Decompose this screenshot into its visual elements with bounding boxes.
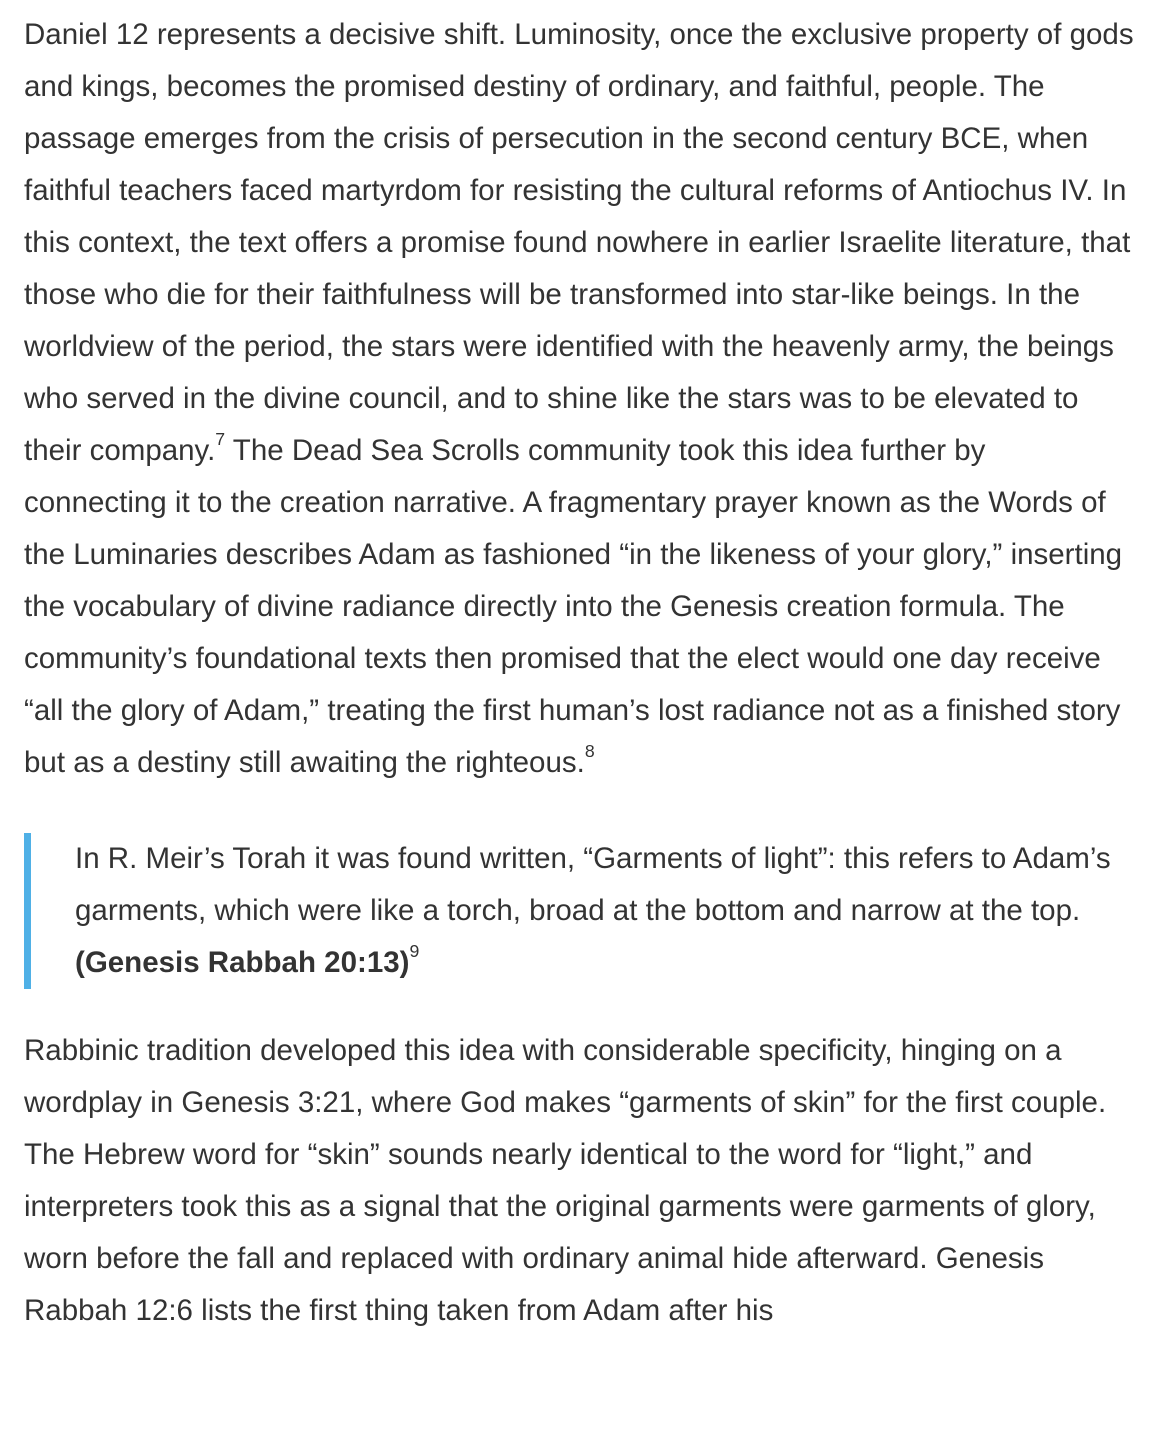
article-body xyxy=(24,0,1134,1337)
paragraph-text: The Dead Sea Scrolls community took this idea further by connecting it to the creation narrative. A fragmentary prayer known as the Words of the Luminaries describes Adam as fashioned “in the likeness of your glory,” inserting the vocabulary of divine radiance directly into the Genesis creation formula. The community’s foundational texts then promised that the elect would one day receive “all the glory of Adam,” treating the first human’s lost radiance not as a finished story but as a destiny still awaiting the righteous. xyxy=(24,434,1123,779)
footnote-ref-7[interactable]: 7 xyxy=(215,428,226,449)
paragraph-daniel-12 xyxy=(24,9,1134,789)
paragraph-rabbinic-tradition xyxy=(24,1025,1134,1337)
paragraph-text: Daniel 12 represents a decisive shift. Luminosity, once the exclusive property of gods and kings, becomes the promised destiny of ordinary, and faithful, people. The passage emerges from the crisis of persecution in the second century BCE, when faithful teachers faced martyrdom for resisting the cultural reforms of Antiochus IV. In this context, the text offers a promise found nowhere in earlier Israelite literature, that those who die for their faithfulness will be transformed into star-like beings. In the worldview of the period, the stars were identified with the heavenly army, the beings who served in the divine council, and to shine like the stars was to be elevated to their company. xyxy=(24,18,1134,467)
block-quote xyxy=(24,833,1134,989)
footnote-ref-9[interactable]: 9 xyxy=(409,940,420,961)
quote-text: In R. Meir’s Torah it was found written, “Garments of light”: this refers to Adam’s garments, which were like a torch, broad at the bottom and narrow at the top. xyxy=(75,842,1111,927)
paragraph-text: Rabbinic tradition developed this idea with considerable specificity, hinging on a wordplay in Genesis 3:21, where God makes “garments of skin” for the first couple. The Hebrew word for “skin” sounds nearly identical to the word for “light,” and interpreters took this as a signal that the original garments were garments of glory, worn before the fall and replaced with ordinary animal hide afterward. Genesis Rabbah 12:6 lists the first thing taken from Adam after his xyxy=(24,1034,1107,1327)
quote-citation: (Genesis Rabbah 20:13) xyxy=(75,946,410,979)
footnote-ref-8[interactable]: 8 xyxy=(584,740,595,761)
